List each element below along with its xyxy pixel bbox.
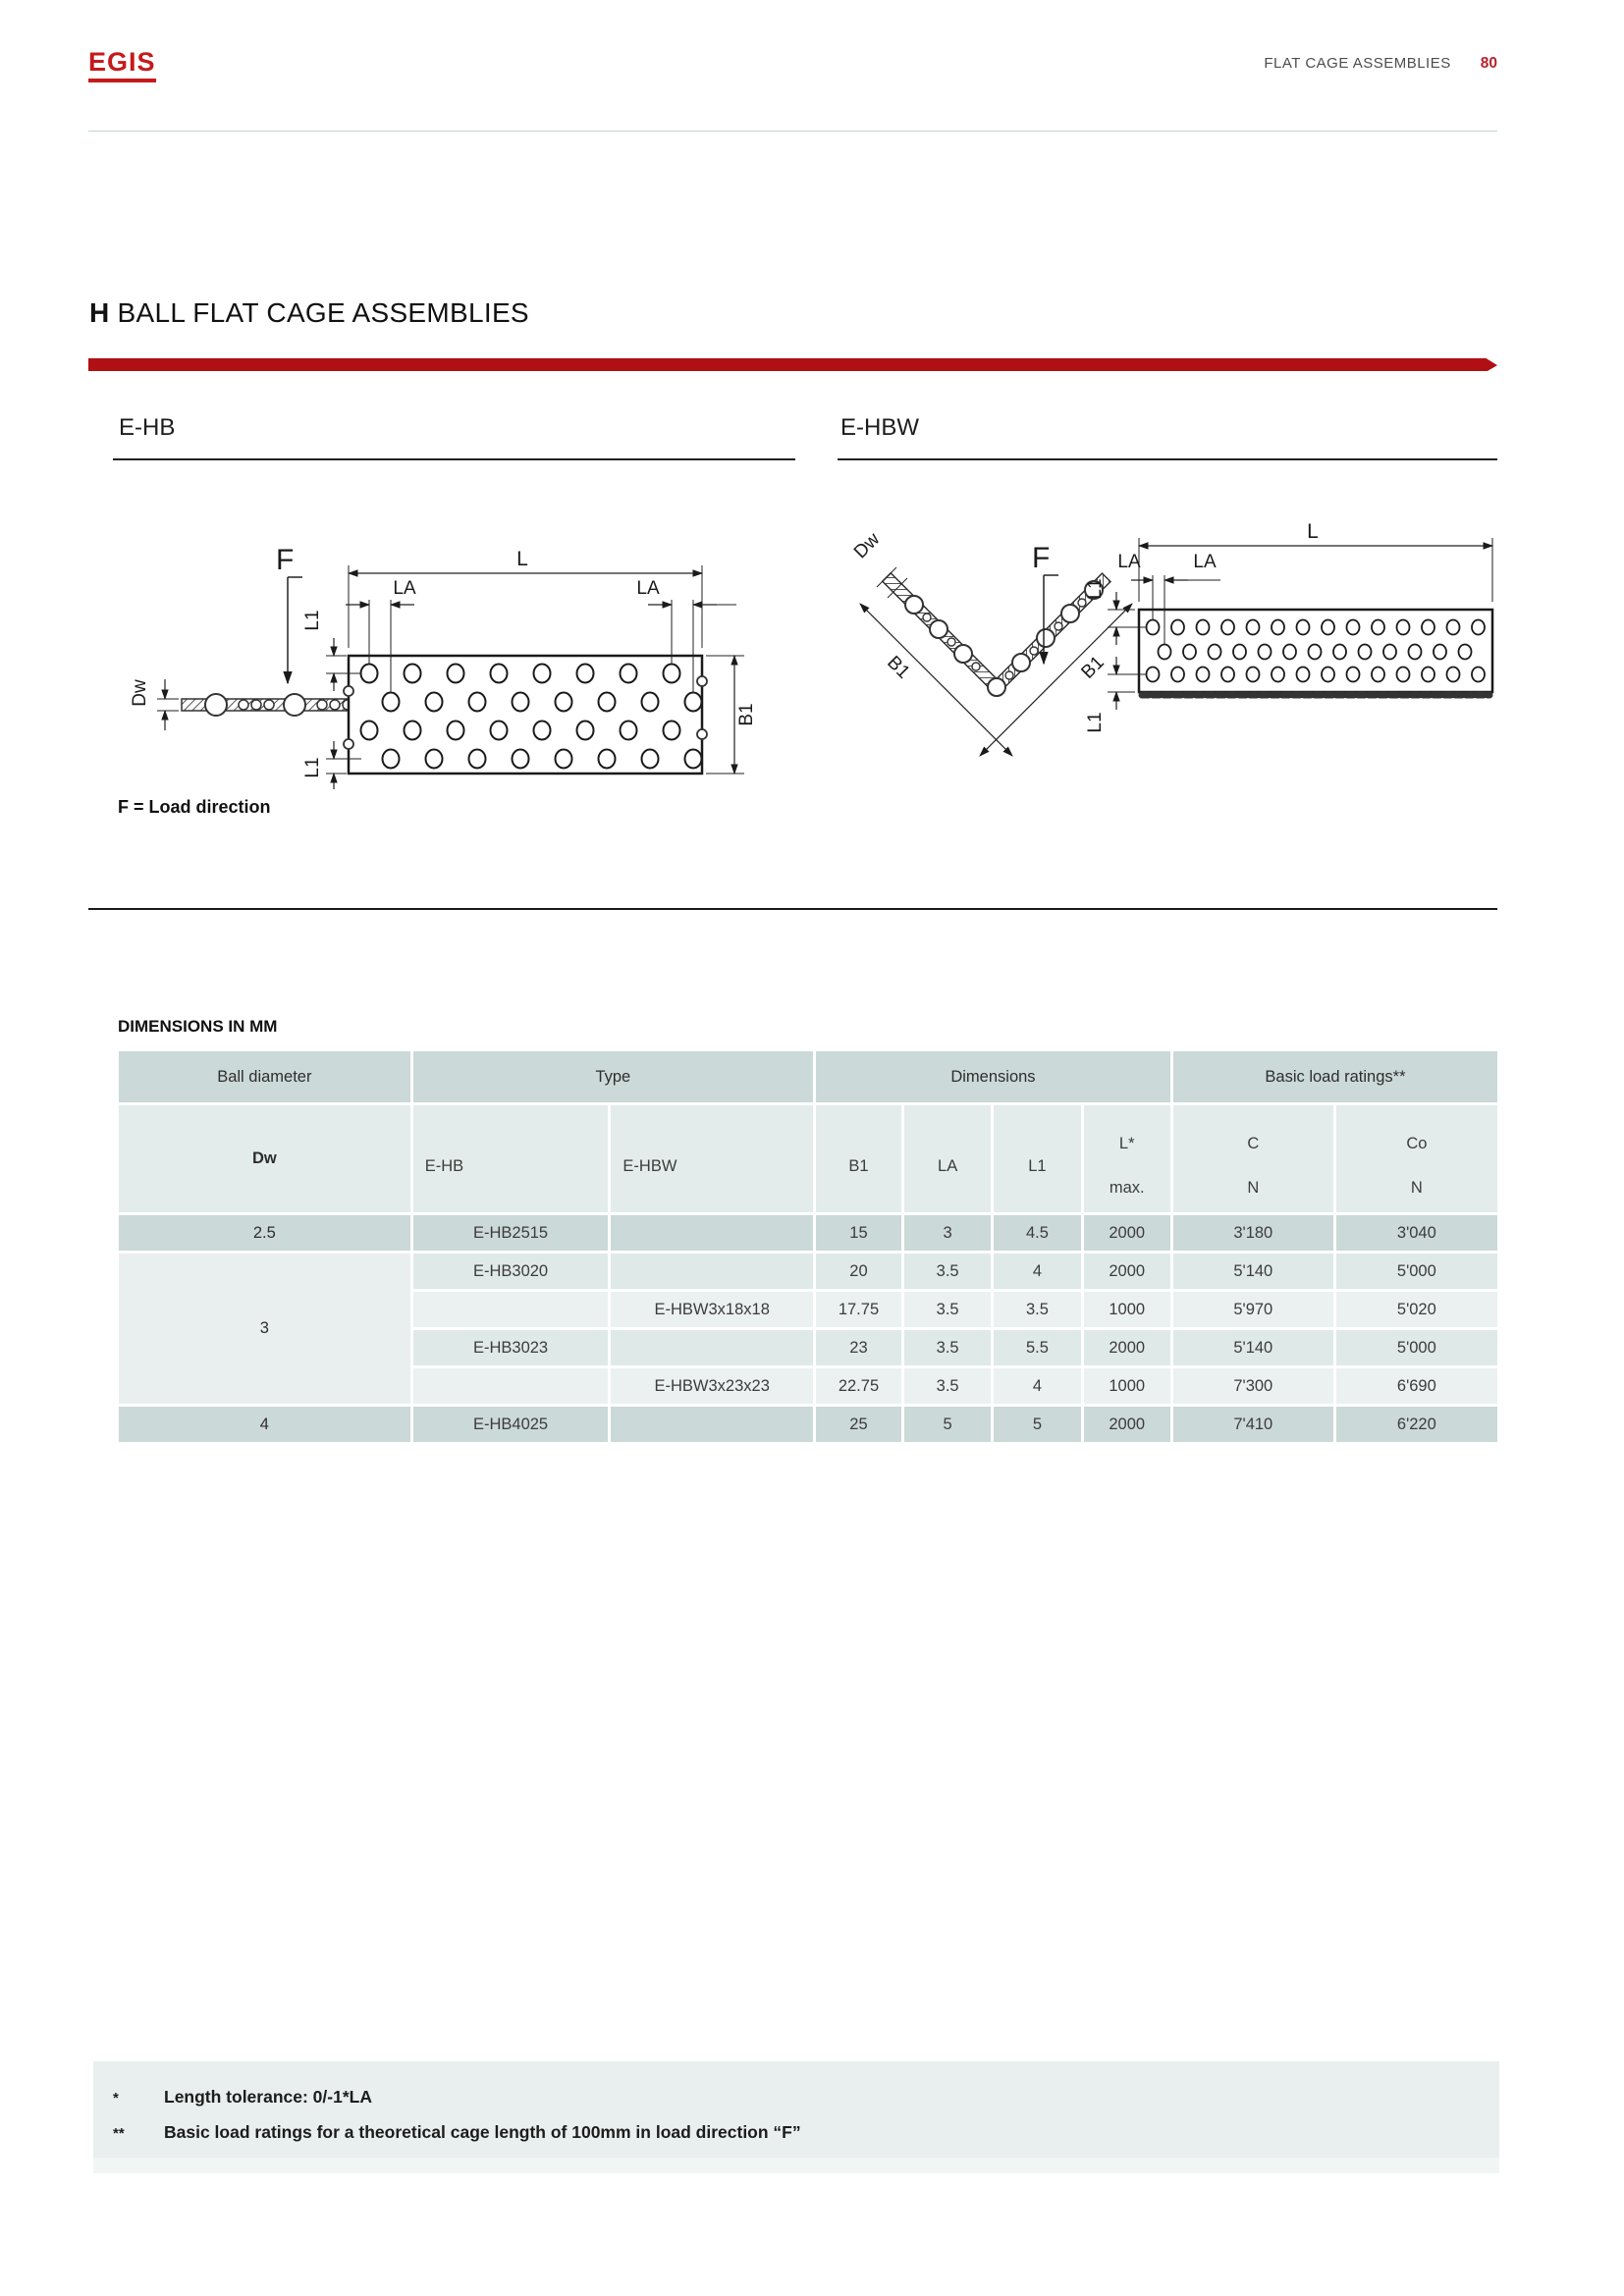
column-header-co: Co N — [1336, 1105, 1497, 1212]
cell-l1: 5.5 — [994, 1330, 1080, 1365]
cell-lmax: 2000 — [1084, 1407, 1170, 1442]
cell-la: 5 — [904, 1407, 991, 1442]
ehb-technical-drawing — [98, 479, 766, 793]
cell-type-ehbw — [611, 1215, 813, 1251]
cell-c: 5'140 — [1173, 1254, 1333, 1289]
dimensions-table — [116, 1048, 1500, 1445]
cell-co: 3'040 — [1336, 1215, 1497, 1251]
cell-b1: 25 — [816, 1407, 901, 1442]
header-section-title: FLAT CAGE ASSEMBLIES — [1264, 55, 1451, 72]
footnote-text: Basic load ratings for a theoretical cage length of 100mm in load direction “F” — [164, 2122, 801, 2142]
cell-b1: 22.75 — [816, 1368, 901, 1404]
ehbw-b1-left-label: B1 — [883, 652, 914, 683]
page-number: 80 — [1480, 55, 1497, 72]
cell-dw: 4 — [119, 1407, 410, 1442]
cell-type-ehb: E-HB3023 — [413, 1330, 609, 1365]
cell-b1: 15 — [816, 1215, 901, 1251]
cell-la: 3.5 — [904, 1292, 991, 1327]
cell-co: 6'690 — [1336, 1368, 1497, 1404]
cell-lmax: 1000 — [1084, 1368, 1170, 1404]
column-header-la: LA — [904, 1105, 991, 1212]
ehb-l1-bottom-label: L1 — [302, 757, 323, 778]
cell-la: 3.5 — [904, 1330, 991, 1365]
column-header-l1: L1 — [994, 1105, 1080, 1212]
cell-c: 7'410 — [1173, 1407, 1333, 1442]
ehb-la-right-label: LA — [636, 578, 660, 599]
cell-b1: 23 — [816, 1330, 901, 1365]
footnotes-block — [93, 2061, 1499, 2173]
footnote-marker: * — [113, 2090, 119, 2107]
cell-type-ehbw — [611, 1330, 813, 1365]
cell-type-ehbw — [611, 1407, 813, 1442]
ehbw-technical-drawing — [830, 479, 1517, 793]
egis-logo: EGIS — [88, 49, 156, 82]
ehb-length-label: L — [516, 548, 528, 570]
ehb-l1-top-label: L1 — [302, 610, 323, 631]
page-header — [1264, 55, 1497, 73]
cell-l1: 4.5 — [994, 1215, 1080, 1251]
column-header-dw: Dw — [119, 1105, 410, 1212]
group-header-ratings: Basic load ratings** — [1173, 1051, 1497, 1102]
column-header-b1: B1 — [816, 1105, 901, 1212]
section-heading-ehb: E-HB — [119, 414, 176, 441]
cell-type-ehbw: E-HBW3x18x18 — [611, 1292, 813, 1327]
column-header-ehbw: E-HBW — [611, 1105, 813, 1212]
cell-co: 5'000 — [1336, 1330, 1497, 1365]
title-text: BALL FLAT CAGE ASSEMBLIES — [117, 297, 529, 328]
cell-lmax: 2000 — [1084, 1215, 1170, 1251]
cell-l1: 4 — [994, 1368, 1080, 1404]
column-header-ehb: E-HB — [413, 1105, 609, 1212]
ehbw-l1-bottom-label: L1 — [1085, 712, 1106, 733]
ehb-b1-label: B1 — [736, 703, 757, 726]
cell-lmax: 1000 — [1084, 1292, 1170, 1327]
table-group-header-row — [119, 1051, 1497, 1102]
ehb-dw-label: Dw — [130, 679, 150, 707]
group-header-dimensions: Dimensions — [816, 1051, 1170, 1102]
ehbw-l1-top-label: L1 — [1085, 578, 1106, 600]
table-subheader-row — [119, 1105, 1497, 1212]
cell-b1: 17.75 — [816, 1292, 901, 1327]
table-row — [119, 1215, 1497, 1251]
cell-dw: 2.5 — [119, 1215, 410, 1251]
ehbw-length-label: L — [1307, 520, 1319, 543]
cell-co: 5'020 — [1336, 1292, 1497, 1327]
footnote-marker: ** — [113, 2125, 125, 2142]
cell-type-ehb: E-HB4025 — [413, 1407, 609, 1442]
load-direction-note: F = Load direction — [118, 797, 271, 817]
cell-c: 5'970 — [1173, 1292, 1333, 1327]
cell-co: 5'000 — [1336, 1254, 1497, 1289]
cell-l1: 4 — [994, 1254, 1080, 1289]
cell-lmax: 2000 — [1084, 1330, 1170, 1365]
ehb-force-label: F — [276, 544, 295, 576]
cell-co: 6'220 — [1336, 1407, 1497, 1442]
cell-type-ehb — [413, 1368, 609, 1404]
section-underline-ehbw — [838, 458, 1497, 460]
footnote-load-ratings — [93, 2122, 1499, 2143]
cell-type-ehbw: E-HBW3x23x23 — [611, 1368, 813, 1404]
cell-c: 5'140 — [1173, 1330, 1333, 1365]
ehbw-la-left-label: LA — [1117, 552, 1141, 572]
group-header-ball-diameter: Ball diameter — [119, 1051, 410, 1102]
column-header-c: C N — [1173, 1105, 1333, 1212]
cell-lmax: 2000 — [1084, 1254, 1170, 1289]
section-heading-ehbw: E-HBW — [840, 414, 919, 441]
column-header-lstar: L* max. — [1084, 1105, 1170, 1212]
title-accent-bar — [88, 358, 1497, 371]
title-index-letter: H — [89, 297, 110, 328]
cell-b1: 20 — [816, 1254, 901, 1289]
cell-dw: 3 — [119, 1254, 410, 1404]
table-row — [119, 1254, 1497, 1289]
cell-la: 3.5 — [904, 1254, 991, 1289]
cell-l1: 3.5 — [994, 1292, 1080, 1327]
ehbw-v-strips — [883, 573, 1110, 691]
table-row — [119, 1407, 1497, 1442]
footnote-bottom-strip — [93, 2158, 1499, 2173]
cell-type-ehb: E-HB3020 — [413, 1254, 609, 1289]
cell-la: 3.5 — [904, 1368, 991, 1404]
section-underline-ehb — [113, 458, 795, 460]
ehbw-la-right-label: LA — [1193, 552, 1217, 572]
header-divider — [88, 131, 1497, 132]
cell-type-ehb — [413, 1292, 609, 1327]
cell-c: 7'300 — [1173, 1368, 1333, 1404]
table-caption: DIMENSIONS IN MM — [118, 1017, 278, 1036]
footnote-text: Length tolerance: 0/-1*LA — [164, 2087, 372, 2107]
cell-c: 3'180 — [1173, 1215, 1333, 1251]
cell-type-ehbw — [611, 1254, 813, 1289]
ehbw-force-label: F — [1032, 542, 1051, 574]
ehbw-dw-label: Dw — [849, 528, 885, 563]
cell-l1: 5 — [994, 1407, 1080, 1442]
footnote-length-tolerance — [93, 2087, 1499, 2108]
section-divider-rule — [88, 908, 1497, 910]
page-title — [89, 297, 529, 329]
cell-la: 3 — [904, 1215, 991, 1251]
ehb-la-left-label: LA — [393, 578, 416, 599]
ehbw-b1-right-label: B1 — [1077, 652, 1109, 683]
group-header-type: Type — [413, 1051, 813, 1102]
cell-type-ehb: E-HB2515 — [413, 1215, 609, 1251]
